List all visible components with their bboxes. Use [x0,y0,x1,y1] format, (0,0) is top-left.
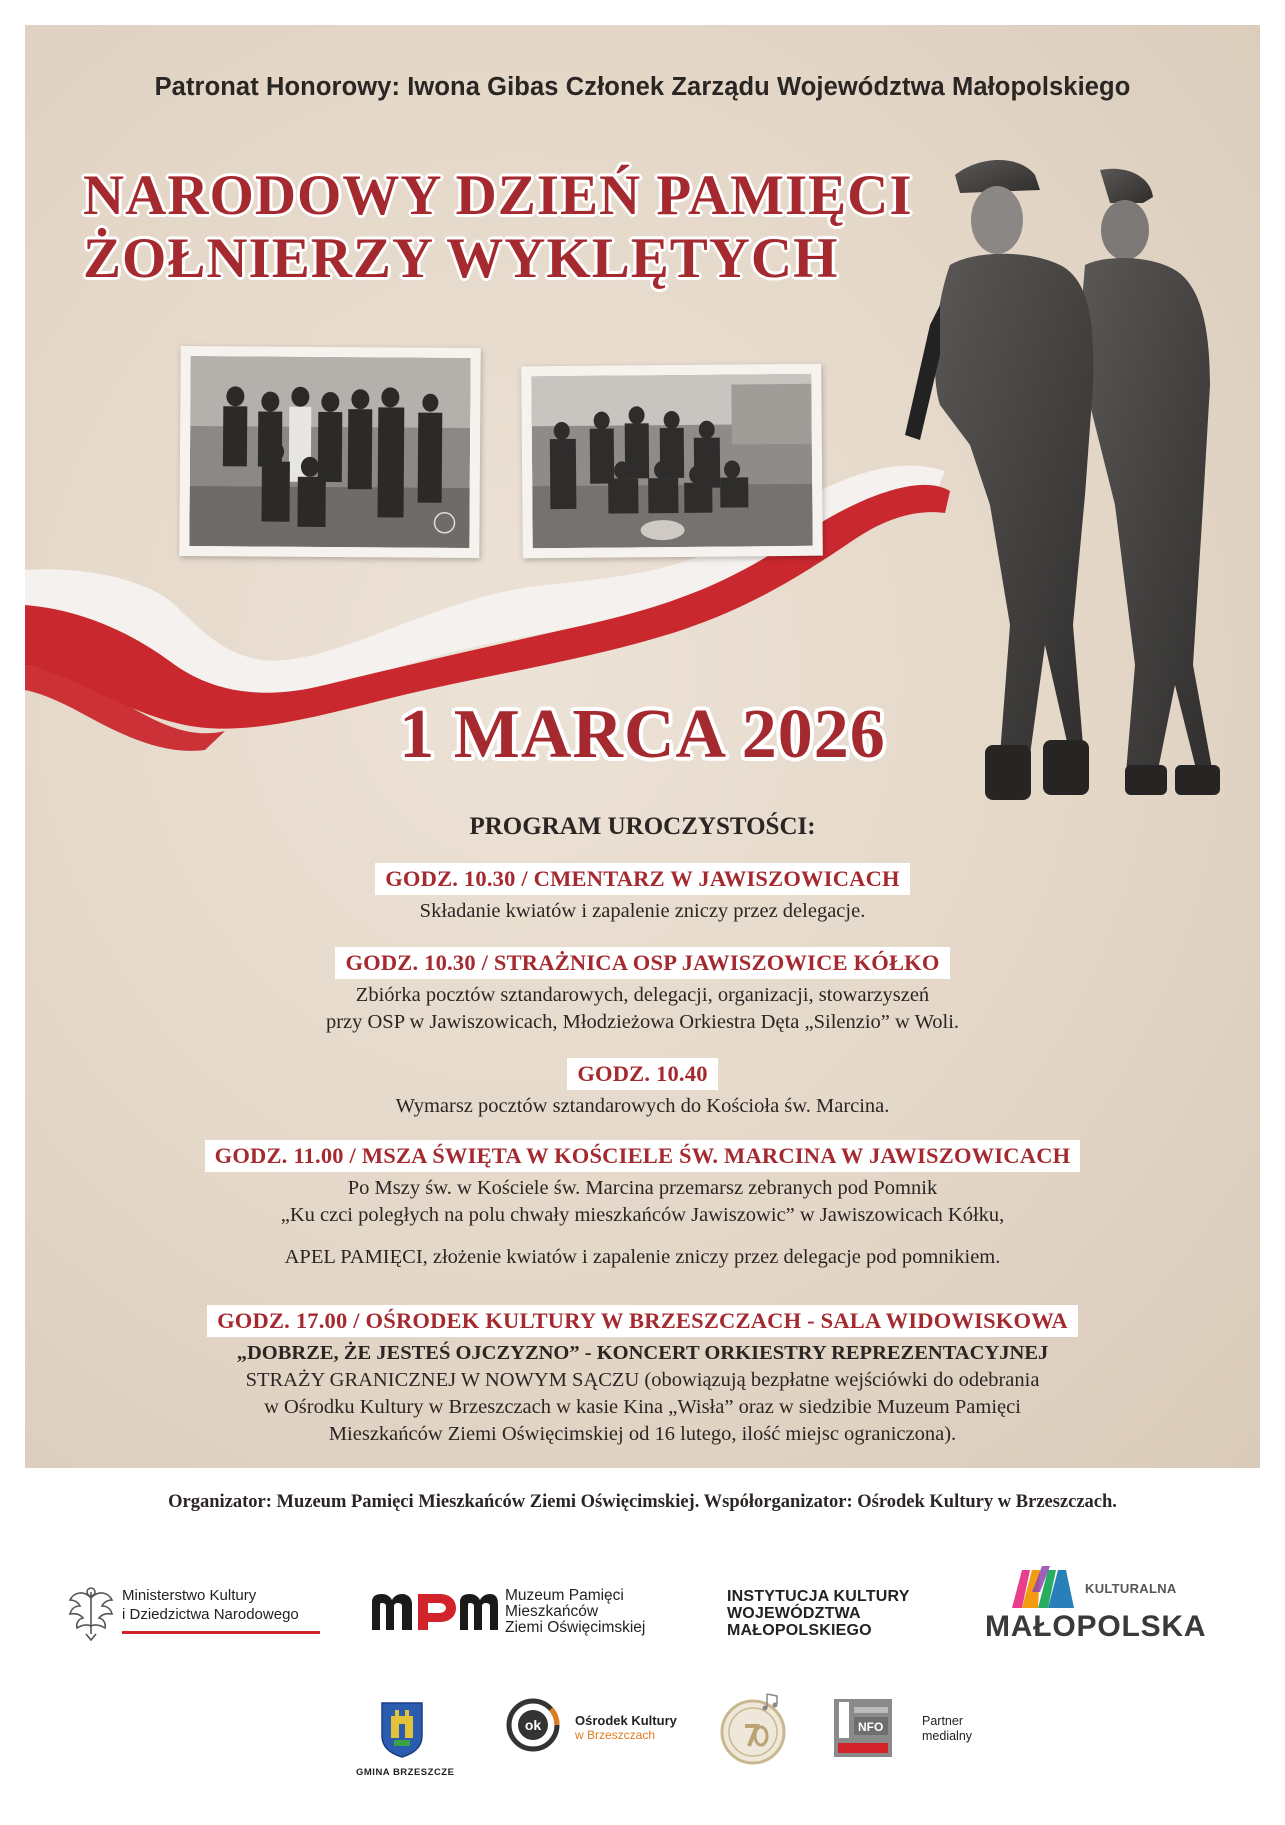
svg-text:ok: ok [524,1717,542,1733]
schedule-heading: GODZ. 11.00 / MSZA ŚWIĘTA W KOŚCIELE ŚW. MARCINA W JAWISZOWICACH [25,1140,1260,1172]
svg-text:NFO: NFO [858,1720,884,1734]
title-line-1: NARODOWY DZIEŃ PAMIĘCI [83,164,913,227]
schedule-text: „DOBRZE, ŻE JESTEŚ OJCZYZNO” - KONCERT ORKIESTRY REPREZENTACYJNEJ [236,1342,1049,1364]
schedule-text: w Ośrodku Kultury w Brzeszczach w kasie Kina „Wisła” oraz w siedzibie Muzeum Pamięci [264,1396,1021,1418]
ok-logo-icon [503,1695,573,1755]
institution-logo-text: INSTYTUCJA KULTURY WOJEWÓDZTWA MAŁOPOLSKIEGO [727,1588,910,1639]
ministry-logo-text: Ministerstwo Kultury i Dziedzictwa Narodowego [122,1587,299,1623]
schedule-text: Po Mszy św. w Kościele św. Marcina przemarsz zebranych pod Pomnik [347,1177,938,1199]
ok-label-line1: Ośrodek Kultury [575,1713,677,1728]
schedule-text: Składanie kwiatów i zapalenie zniczy przez delegacje. [419,900,866,922]
schedule-heading: GODZ. 17.00 / OŚRODEK KULTURY W BRZESZCZACH - SALA WIDOWISKOWA [25,1305,1260,1337]
ok-label-line2: w Brzeszczach [575,1728,656,1742]
schedule-text: przy OSP w Jawiszowicach, Młodzieżowa Orkiestra Dęta „Silenzio” w Woli. [325,1011,960,1033]
schedule-text: Mieszkańców Ziemi Oświęcimskiej od 16 lutego, ilość miejsc ograniczona). [328,1423,957,1445]
mpm-logo-text: Muzeum Pamięci Mieszkańców Ziemi Oświęcimskiej [505,1587,646,1636]
event-date: 1 MARCA 2026 [399,696,886,773]
program-heading: PROGRAM UROCZYSTOŚCI: [469,813,816,840]
schedule-text: Wymarsz pocztów sztandarowych do Kościoła św. Marcina. [395,1095,890,1117]
eagle-emblem-icon [66,1584,116,1642]
kulturalna-malopolska-icon [1008,1562,1080,1612]
honorary-patronage: Patronat Honorowy: Iwona Gibas Członek Zarządu Województwa Małopolskiego [154,73,1131,101]
gmina-crest-icon [379,1700,425,1758]
schedule-text: STRAŻY GRANICZNEJ W NOWYM SĄCZU (obowiązują bezpłatne wejściówki do odebrania [245,1369,1040,1391]
partner-label: Partner medialny [922,1714,973,1743]
organizer-line: Organizator: Muzeum Pamięci Mieszkańców Ziemi Oświęcimskiej. Współorganizator: Ośrodek Kultury w Brzeszczach. [168,1492,1117,1512]
title-line-2: ŻOŁNIERZY WYKLĘTYCH [83,227,839,290]
ministry-logo-line [122,1631,320,1634]
schedule-text: APEL PAMIĘCI, złożenie kwiatów i zapalenie zniczy przez delegacje pod pomnikiem. [284,1246,1001,1268]
schedule-heading: GODZ. 10.30 / STRAŻNICA OSP JAWISZOWICE KÓŁKO [25,947,1260,979]
malopolska-label: MAŁOPOLSKA [985,1610,1207,1643]
mpm-logo-icon [368,1586,500,1634]
schedule-text: „Ku czci poległych na polu chwały mieszkańców Jawiszowic” w Jawiszowicach Kółku, [280,1204,1005,1226]
poster-background [25,25,1260,1468]
info-partner-icon [834,1699,914,1759]
schedule-heading: GODZ. 10.40 [25,1058,1260,1090]
kulturalna-label: KULTURALNA [1085,1581,1177,1596]
schedule-heading: GODZ. 10.30 / CMENTARZ W JAWISZOWICACH [25,863,1260,895]
schedule-text: Zbiórka pocztów sztandarowych, delegacji, organizacji, stowarzyszeń [355,984,930,1006]
anniversary-seal-icon [717,1690,789,1766]
gmina-label: GMINA BRZESZCZE [356,1767,455,1778]
